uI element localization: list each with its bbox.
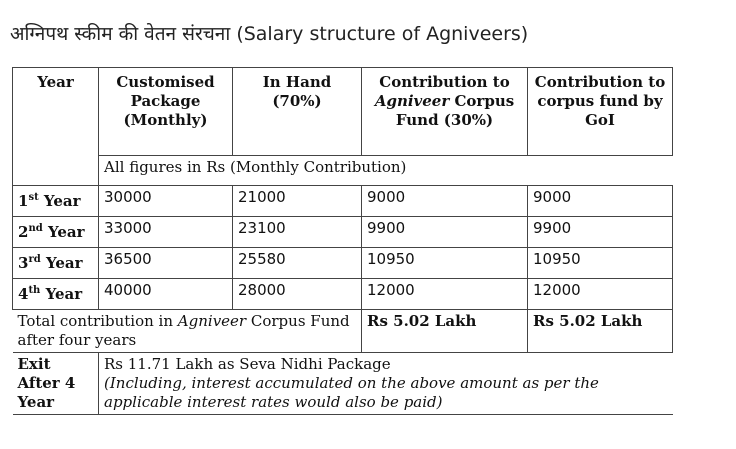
cell-goi: 10950 [528,248,673,279]
note-row [13,156,673,186]
header-corpus-pre: Contribution to [379,73,510,91]
exit-row [13,353,673,415]
row-year-label: 3rd Year [13,248,99,279]
header-corpus-ital: Agniveer [374,92,450,110]
exit-text [99,353,673,415]
header-year: Year [13,68,99,156]
cell-goi: 12000 [528,279,673,310]
header-row [13,68,673,156]
total-goi: Rs 5.02 Lakh [528,310,673,353]
cell-corpus: 10950 [362,248,528,279]
table-row [13,186,673,217]
cell-goi: 9900 [528,217,673,248]
cell-package: 33000 [99,217,233,248]
row-year-label: 2nd Year [13,217,99,248]
cell-goi: 9000 [528,186,673,217]
table-row [13,248,673,279]
total-corpus: Rs 5.02 Lakh [362,310,528,353]
cell-package: 40000 [99,279,233,310]
cell-inhand: 28000 [233,279,362,310]
note-spacer [13,156,99,186]
row-year-label: 4th Year [13,279,99,310]
total-label: Total contribution in Agniveer Corpus Fund after four years [13,310,362,353]
header-corpus-post: Corpus Fund (30%) [395,92,515,129]
exit-main: Rs 11.71 Lakh as Seva Nidhi Package [104,355,391,373]
header-goi: Contribution to corpus fund by GoI [528,68,673,156]
row-year-label: 1st Year [13,186,99,217]
cell-corpus: 9900 [362,217,528,248]
cell-inhand: 21000 [233,186,362,217]
salary-table [12,67,673,415]
cell-corpus: 9000 [362,186,528,217]
cell-package: 30000 [99,186,233,217]
cell-corpus: 12000 [362,279,528,310]
cell-package: 36500 [99,248,233,279]
total-row [13,310,673,353]
header-corpus [362,68,528,156]
table-row [13,279,673,310]
page-title: अग्निपथ स्कीम की वेतन संरचना (Salary structure of Agniveers) [10,23,529,45]
header-inhand: In Hand (70%) [233,68,362,156]
header-package: Customised Package (Monthly) [99,68,233,156]
cell-inhand: 23100 [233,217,362,248]
exit-label: Exit After 4 Year [13,353,99,415]
table-row [13,217,673,248]
cell-inhand: 25580 [233,248,362,279]
exit-detail: (Including, interest accumulated on the above amount as per the applicable interest rates would also be paid) [104,374,599,411]
note-cell: All figures in Rs (Monthly Contribution) [99,156,673,186]
